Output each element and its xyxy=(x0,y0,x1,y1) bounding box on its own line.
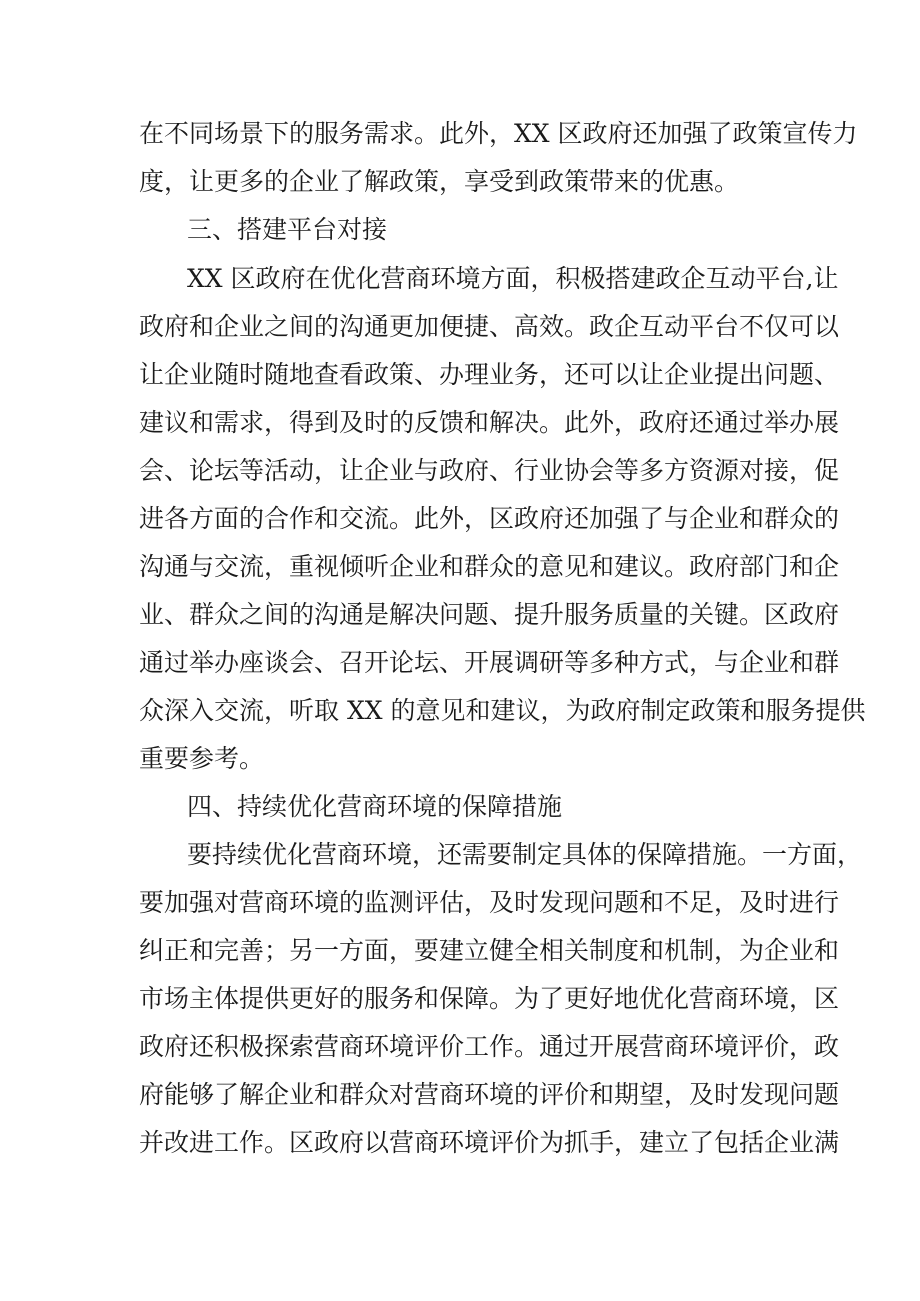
section-heading-3: 三、搭建平台对接 xyxy=(187,215,388,244)
paragraph-2-line-1: XX 区政府在优化营商环境方面，积极搭建政企互动平台,让 xyxy=(187,264,839,293)
paragraph-2-line-9: 通过举办座谈会、召开论坛、开展调研等多种方式，与企业和群 xyxy=(139,648,840,677)
paragraph-3-line-2: 要加强对营商环境的监测评估，及时发现问题和不足，及时进行 xyxy=(139,888,840,917)
paragraph-2-line-11: 重要参考。 xyxy=(139,744,265,773)
paragraph-3-line-7: 并改进工作。区政府以营商环境评价为抓手，建立了包括企业满 xyxy=(139,1128,840,1157)
paragraph-3-line-6: 府能够了解企业和群众对营商环境的评价和期望，及时发现问题 xyxy=(139,1080,840,1109)
paragraph-3-line-5: 政府还积极探索营商环境评价工作。通过开展营商环境评价，政 xyxy=(139,1032,840,1061)
paragraph-2-line-6: 进各方面的合作和交流。此外，区政府还加强了与企业和群众的 xyxy=(139,504,840,533)
paragraph-2-line-3: 让企业随时随地查看政策、办理业务，还可以让企业提出问题、 xyxy=(139,360,840,389)
paragraph-1-line-1: 在不同场景下的服务需求。此外，XX 区政府还加强了政策宣传力 xyxy=(139,119,858,148)
paragraph-2-line-2: 政府和企业之间的沟通更加便捷、高效。政企互动平台不仅可以 xyxy=(139,312,840,341)
paragraph-2-line-7: 沟通与交流，重视倾听企业和群众的意见和建议。政府部门和企 xyxy=(139,552,840,581)
section-heading-4: 四、持续优化营商环境的保障措施 xyxy=(187,792,563,821)
paragraph-3-line-3: 纠正和完善；另一方面，要建立健全相关制度和机制，为企业和 xyxy=(139,936,840,965)
paragraph-2-line-5: 会、论坛等活动，让企业与政府、行业协会等多方资源对接，促 xyxy=(139,456,840,485)
paragraph-3-line-4: 市场主体提供更好的服务和保障。为了更好地优化营商环境，区 xyxy=(139,984,840,1013)
paragraph-2-line-8: 业、群众之间的沟通是解决问题、提升服务质量的关键。区政府 xyxy=(139,600,840,629)
paragraph-1-line-2: 度，让更多的企业了解政策，享受到政策带来的优惠。 xyxy=(139,167,740,196)
paragraph-2-line-4: 建议和需求，得到及时的反馈和解决。此外，政府还通过举办展 xyxy=(139,408,840,437)
paragraph-2-line-10: 众深入交流，听取 XX 的意见和建议，为政府制定政策和服务提供 xyxy=(139,696,866,725)
paragraph-3-line-1: 要持续优化营商环境，还需要制定具体的保障措施。一方面， xyxy=(187,840,863,869)
